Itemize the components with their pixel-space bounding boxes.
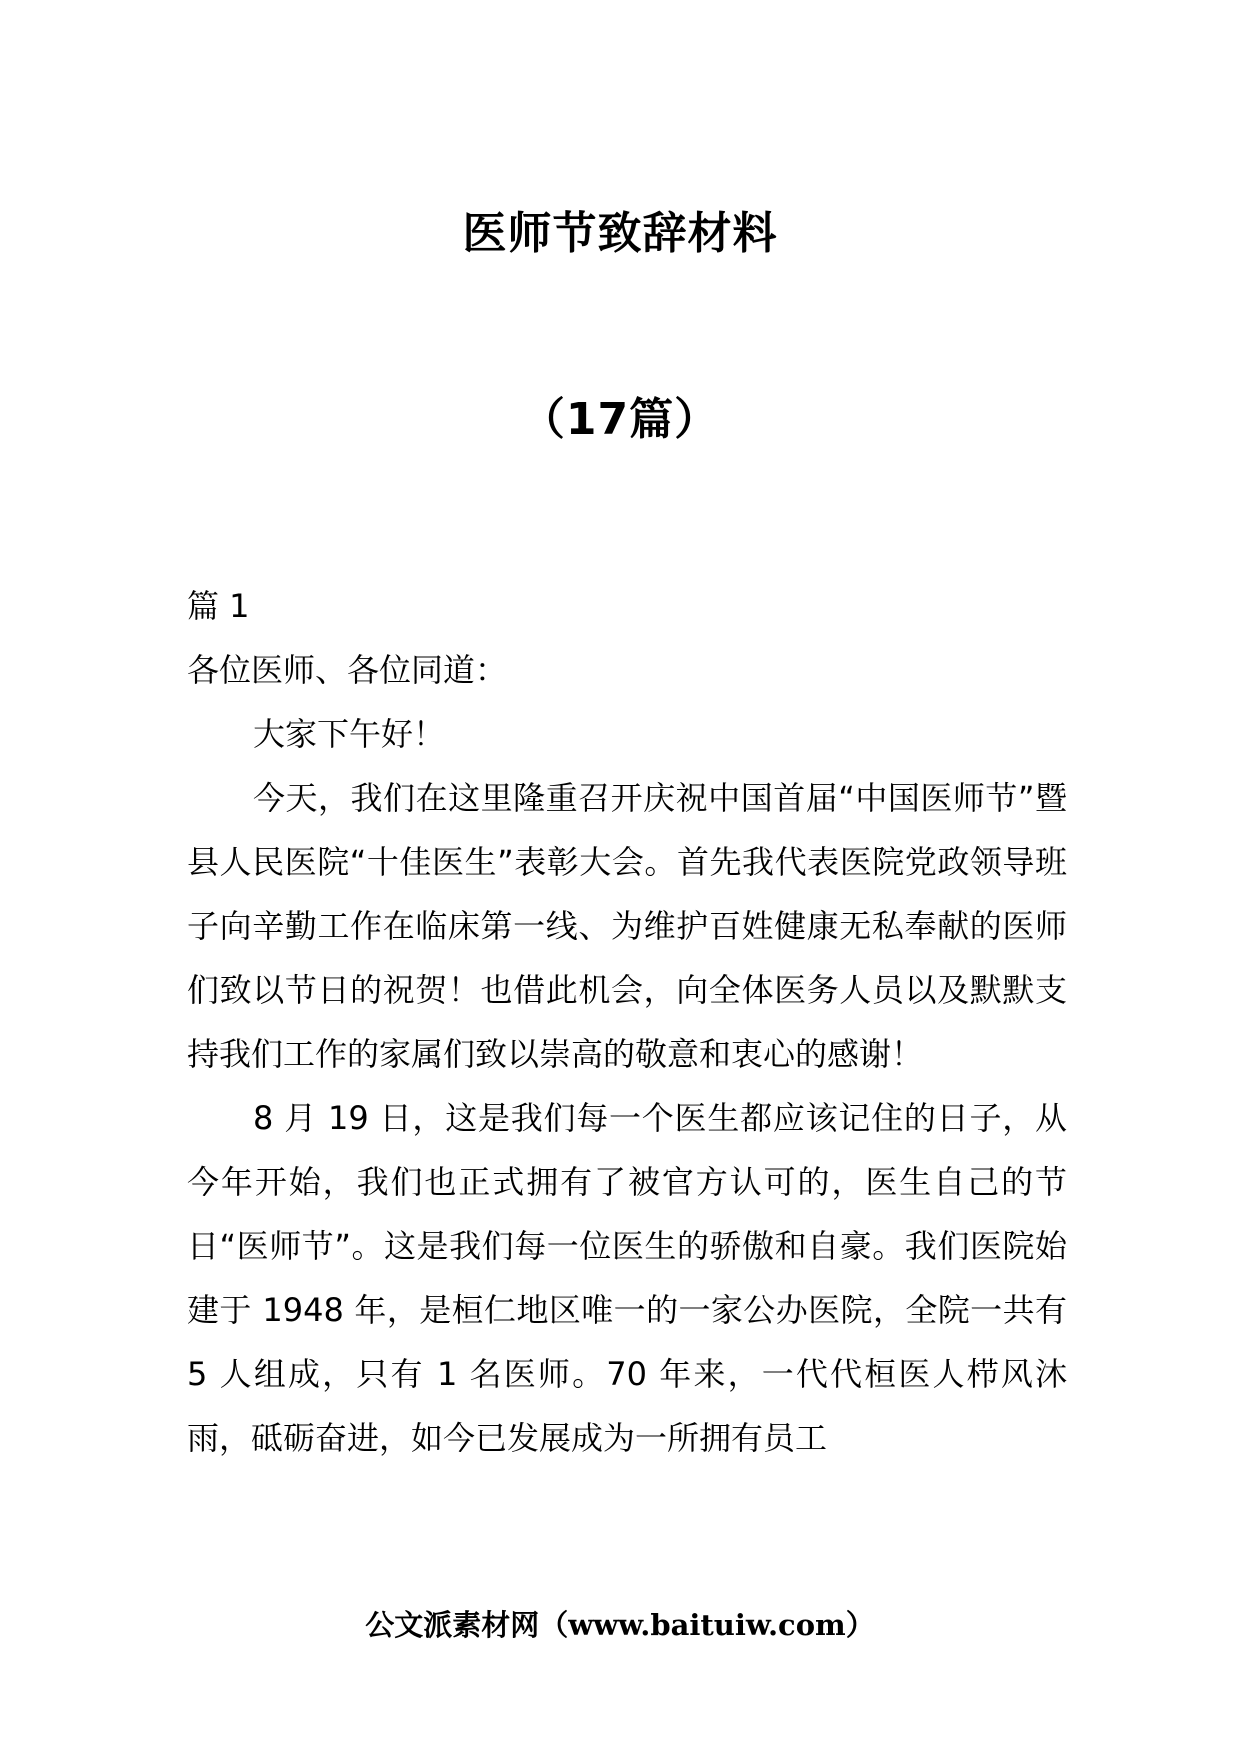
footer-watermark: 公文派素材网（www.baituiw.com）: [365, 1608, 875, 1642]
salutation: 各位医师、各位同道：: [187, 651, 508, 689]
greeting: 大家下午好！: [253, 715, 446, 753]
section-label: 篇 1: [187, 587, 250, 625]
document-title: 医师节致辞材料: [462, 208, 778, 259]
document-subtitle: （17篇）: [520, 394, 720, 445]
document-body: [187, 574, 1067, 1470]
paragraph: 8 月 19 日，这是我们每一个医生都应该记住的日子，从今年开始，我们也正式拥有了被官方认可的，医生自己的节日“医师节”。这是我们每一位医生的骄傲和自豪。我们医院始建于 1948 年，是桓仁地区唯一的一家公办医院，全院一共有 5 人组成，只有 1 名医师。70 年来，一代代桓医人栉风沐雨，砥砺奋进，如今已发展成为一所拥有员工: [187, 1099, 1067, 1457]
paragraph: 今天，我们在这里隆重召开庆祝中国首届“中国医师节”暨县人民医院“十佳医生”表彰大会。首先我代表医院党政领导班子向辛勤工作在临床第一线、为维护百姓健康无私奉献的医师们致以节日的祝贺！也借此机会，向全体医务人员以及默默支持我们工作的家属们致以崇高的敬意和衷心的感谢！: [187, 779, 1067, 1073]
